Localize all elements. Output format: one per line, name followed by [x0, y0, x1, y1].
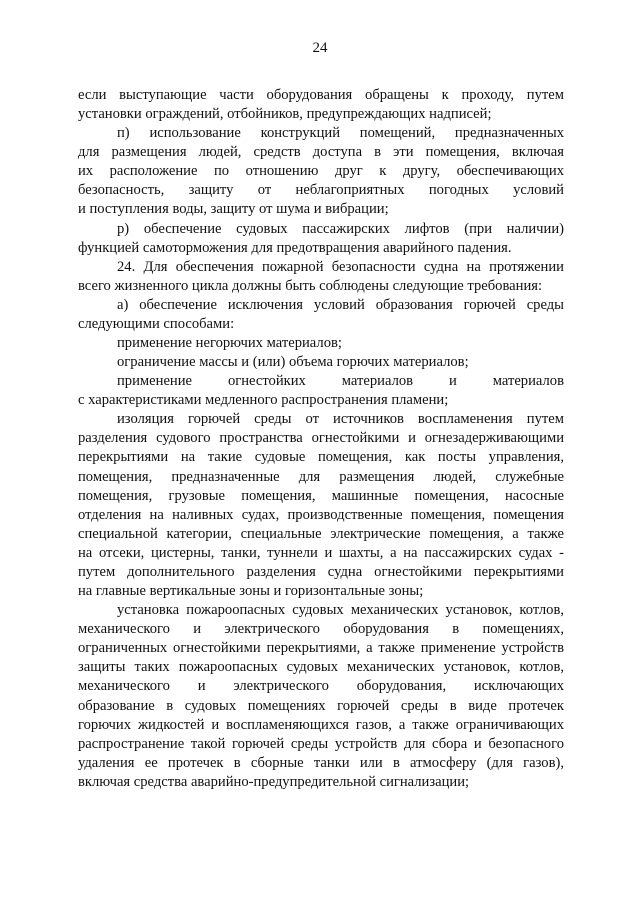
text-line: п) использование конструкций помещений, предназначенных — [117, 125, 564, 142]
text-line: установки ограждений, отбойников, предупреждающих надписей; — [78, 106, 492, 123]
text-line: установка пожароопасных судовых механических установок, котлов, — [117, 602, 564, 619]
text-line: специальной категории, специальные электрические помещения, а также — [78, 525, 564, 542]
text-line: а) обеспечение исключения условий образования горючей среды — [117, 296, 564, 313]
text-line: помещения, предназначенные для размещения людей, служебные — [78, 468, 564, 485]
text-line: помещения, грузовые помещения, машинные помещения, насосные — [78, 487, 564, 504]
text-line: путем дополнительного разделения судна огнестойкими перекрытиями — [78, 563, 564, 580]
text-line: если выступающие части оборудования обращены к проходу, путем — [78, 87, 564, 103]
text-line: удаления ее протечек в сборные танки или в атмосферу (для газов), — [78, 754, 564, 771]
text-line: и поступления воды, защиту от шума и вибрации; — [78, 201, 389, 218]
text-line: применение негорючих материалов; — [117, 335, 342, 352]
text-line: на главные вертикальные зоны и горизонтальные зоны; — [78, 583, 424, 600]
text-line: безопасность, защиту от неблагоприятных погодных условий — [78, 182, 564, 199]
text-line: изоляция горючей среды от источников воспламенения путем — [117, 411, 564, 428]
document-body — [78, 86, 564, 792]
text-line: функцией самоторможения для предотвращения аварийного падения. — [78, 239, 512, 256]
text-line: горючих жидкостей и воспламеняющихся газов, а также ограничивающих — [78, 716, 564, 733]
text-line: образование в судовых помещениях горючей среды в виде протечек — [78, 697, 564, 714]
text-line: всего жизненного цикла должны быть соблюдены следующие требования: — [78, 277, 543, 294]
text-line: следующими способами: — [78, 315, 235, 332]
text-line: перекрытиями на такие судовые помещения, как посты управления, — [78, 449, 564, 466]
text-line: их расположение по отношению друг к другу, обеспечивающих — [78, 163, 564, 180]
page-number: 24 — [312, 40, 328, 56]
text-line: механического и электрического оборудования, исключающих — [78, 678, 564, 695]
text-line: на отсеки, цистерны, танки, туннели и шахты, а на пассажирских судах - — [78, 544, 564, 561]
text-line: с характеристиками медленного распространения пламени; — [78, 392, 449, 409]
text-line: защиты таких пожароопасных судовых механических установок, котлов, — [78, 659, 564, 676]
text-line: отделения на наливных судах, производственные помещения, помещения — [78, 506, 564, 523]
text-line: включая средства аварийно-предупредительной сигнализации; — [78, 773, 470, 790]
text-line: р) обеспечение судовых пассажирских лифтов (при наличии) — [117, 220, 564, 237]
text-line: разделения судового пространства огнестойкими и огнезадерживающими — [78, 430, 564, 447]
text-line: механического и электрического оборудования в помещениях, — [78, 621, 564, 638]
text-line: распространение такой горючей среды устройств для сбора и безопасного — [78, 735, 564, 752]
text-line: ограничение массы и (или) объема горючих материалов; — [117, 354, 469, 371]
text-line: ограниченных огнестойкими перекрытиями, а также применение устройств — [78, 640, 564, 657]
text-line: для размещения людей, средств доступа в эти помещения, включая — [78, 144, 564, 161]
text-line: применение огнестойких материалов и материалов — [117, 373, 564, 390]
text-line: 24. Для обеспечения пожарной безопасности судна на протяжении — [117, 258, 564, 275]
